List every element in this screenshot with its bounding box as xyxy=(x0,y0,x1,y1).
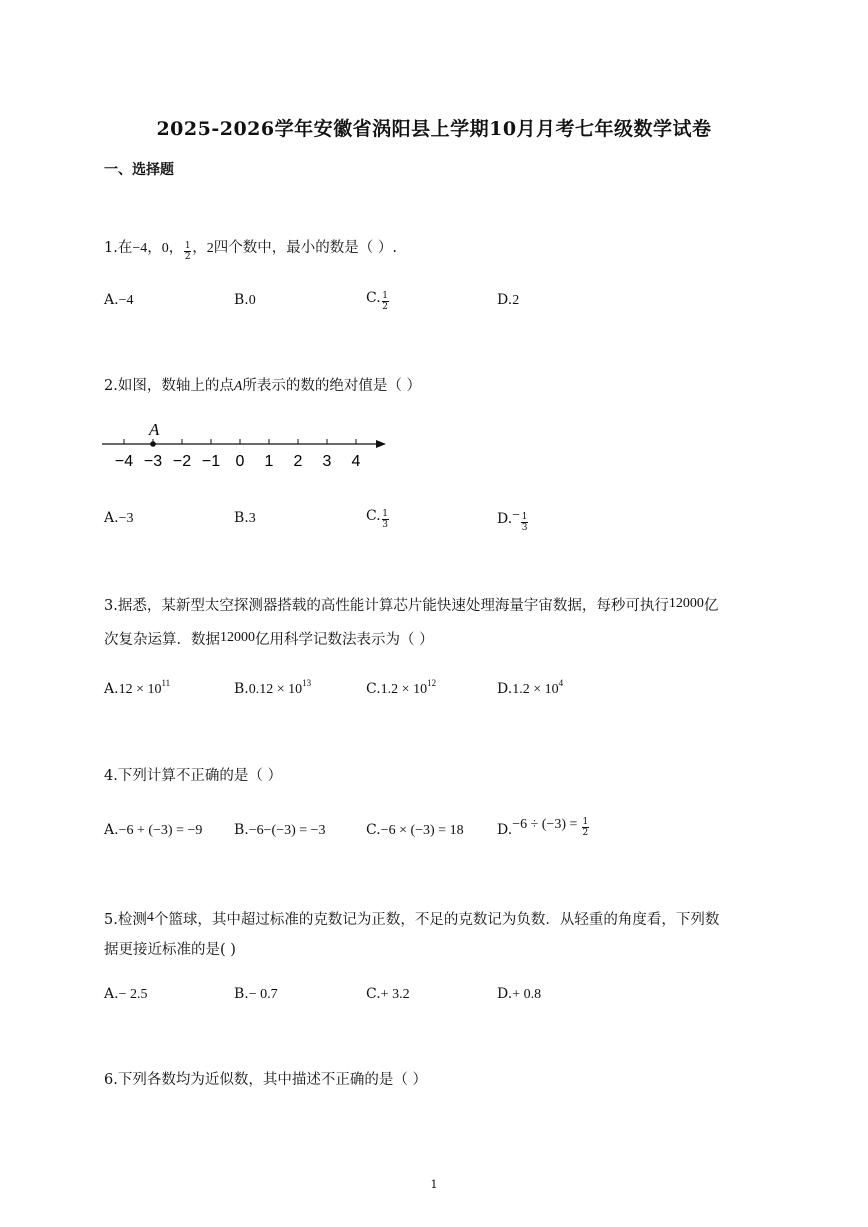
option-label: D. xyxy=(497,511,513,527)
axis-tick-label: −2 xyxy=(172,453,192,470)
question-5-line-1 xyxy=(104,906,719,932)
q1-number-4: 2 xyxy=(206,241,214,256)
fraction-numerator: 1 xyxy=(184,241,191,251)
q2-option-d[interactable] xyxy=(497,508,529,533)
option-label: A. xyxy=(104,986,119,1002)
point-a-label: A xyxy=(149,420,160,439)
option-exponent: 13 xyxy=(302,678,312,688)
option-exponent: 11 xyxy=(161,678,171,688)
option-sign: − xyxy=(512,508,521,523)
option-exponent: 4 xyxy=(558,678,564,688)
q5-option-b[interactable] xyxy=(234,986,278,1003)
q4-option-a[interactable] xyxy=(104,822,202,839)
option-label: D. xyxy=(497,822,513,838)
q3-text: 次复杂运算．数据 xyxy=(104,632,220,648)
q1-option-d[interactable] xyxy=(497,292,519,309)
axis-tick-label: 3 xyxy=(322,453,332,470)
fraction-numerator: 1 xyxy=(521,512,528,522)
axis-tick-label: 4 xyxy=(351,453,361,470)
q5-option-d[interactable] xyxy=(497,986,541,1003)
option-label: C. xyxy=(366,290,381,306)
option-label: A. xyxy=(104,292,119,308)
option-fraction xyxy=(582,817,589,838)
number-line xyxy=(100,418,400,476)
option-label: B. xyxy=(234,292,249,308)
option-value: −6 × (−3) = 18 xyxy=(380,823,464,838)
page-title: 2025-2026学年安徽省涡阳县上学期10月月考七年级数学试卷 xyxy=(156,118,712,140)
axis-tick-label: 0 xyxy=(235,453,245,470)
option-label: B. xyxy=(234,510,249,526)
axis-tick-label: −4 xyxy=(114,453,134,470)
question-2 xyxy=(104,374,421,399)
q4-option-c[interactable] xyxy=(366,822,464,839)
axis-tick-label: 1 xyxy=(264,453,274,470)
q1-option-c[interactable] xyxy=(366,290,390,312)
q3-option-a[interactable] xyxy=(104,678,170,698)
q1-separator: ， xyxy=(192,240,207,256)
option-label: D. xyxy=(497,681,513,697)
option-label: D. xyxy=(497,986,513,1002)
q5-text: 个篮球，其中超过标准的克数记为正数，不足的克数记为负数．从轻重的角度看，下列数 xyxy=(153,912,720,928)
option-value: + 0.8 xyxy=(512,987,542,1002)
option-exponent: 12 xyxy=(427,678,437,688)
option-label: A. xyxy=(104,510,119,526)
option-value: 3 xyxy=(248,511,256,526)
option-fraction xyxy=(382,509,389,530)
q5-option-a[interactable] xyxy=(104,986,147,1003)
option-value: 2 xyxy=(512,293,520,308)
option-label: C. xyxy=(366,508,381,524)
fraction-denominator: 2 xyxy=(184,252,191,262)
question-4: 4.下列计算不正确的是（ ） xyxy=(104,768,282,784)
fraction-denominator: 3 xyxy=(521,523,528,533)
option-value: 0.12 × 10 xyxy=(248,682,303,697)
option-fraction xyxy=(521,512,528,533)
q3-text: 亿用科学记数法表示为（ ） xyxy=(255,632,434,648)
q2-suffix: 所表示的数的绝对值是（ ） xyxy=(242,378,422,394)
q1-option-b[interactable] xyxy=(234,292,256,309)
option-value: − 0.7 xyxy=(248,987,278,1002)
q1-fraction xyxy=(184,241,191,262)
q3-text: 3.据悉，某新型太空探测器搭载的高性能计算芯片能快速处理海量宇宙数据，每秒可执行 xyxy=(104,598,669,614)
option-value: 1.2 × 10 xyxy=(512,682,559,697)
axis-arrow xyxy=(376,440,386,448)
q2-prefix: 2.如图，数轴上的点 xyxy=(104,378,234,394)
option-label: A. xyxy=(104,822,119,838)
question-3-line-1 xyxy=(104,592,718,618)
q2-point-label: A xyxy=(233,379,243,394)
q2-option-c[interactable] xyxy=(366,508,390,530)
option-label: C. xyxy=(366,681,381,697)
q1-separator: ， xyxy=(147,240,162,256)
q3-number: 12000 xyxy=(668,596,704,611)
q5-option-c[interactable] xyxy=(366,986,410,1003)
q1-number-1: −4 xyxy=(132,241,148,256)
question-5-line-2: 据更接近标准的是( ) xyxy=(104,942,236,958)
q3-number: 12000 xyxy=(220,630,255,645)
option-value: − 2.5 xyxy=(118,987,148,1002)
option-fraction xyxy=(382,291,389,312)
q3-option-c[interactable] xyxy=(366,678,436,698)
q4-option-b[interactable] xyxy=(234,822,326,839)
axis-tick-label: 2 xyxy=(293,453,303,470)
option-value: −6 ÷ (−3) = xyxy=(512,817,581,832)
fraction-denominator: 2 xyxy=(582,828,589,838)
q3-option-d[interactable] xyxy=(497,678,563,698)
q1-separator: ， xyxy=(168,240,184,256)
fraction-numerator: 1 xyxy=(382,509,389,519)
q5-number: 4 xyxy=(146,910,154,925)
q2-option-b[interactable] xyxy=(234,510,256,527)
option-value: 0 xyxy=(248,293,256,308)
question-6: 6.下列各数均为近似数，其中描述不正确的是（ ） xyxy=(104,1072,427,1088)
axis-tick-label: −3 xyxy=(143,453,163,470)
option-value: 12 × 10 xyxy=(118,682,162,697)
option-value: 1.2 × 10 xyxy=(380,682,428,697)
fraction-denominator: 3 xyxy=(382,520,389,530)
option-label: C. xyxy=(366,822,381,838)
q4-option-d[interactable] xyxy=(497,816,590,838)
axis-tick-label: −1 xyxy=(201,453,221,470)
fraction-numerator: 1 xyxy=(582,817,589,827)
q5-text: 5.检测 xyxy=(104,912,147,928)
q3-option-b[interactable] xyxy=(234,678,311,698)
option-label: B. xyxy=(234,822,249,838)
option-label: A. xyxy=(104,681,119,697)
q1-option-a[interactable] xyxy=(104,292,133,309)
fraction-numerator: 1 xyxy=(382,291,389,301)
q3-text: 亿 xyxy=(703,598,719,614)
option-label: B. xyxy=(234,986,249,1002)
q1-prefix: 1.在 xyxy=(104,240,133,256)
option-label: D. xyxy=(497,292,513,308)
option-value: −3 xyxy=(118,511,134,526)
fraction-denominator: 2 xyxy=(382,302,389,312)
question-3-line-2 xyxy=(104,626,434,652)
q2-option-a[interactable] xyxy=(104,510,133,527)
page-number: 1 xyxy=(430,1178,438,1191)
option-value: + 3.2 xyxy=(380,987,410,1002)
option-value: −6 + (−3) = −9 xyxy=(118,823,203,838)
point-a-dot xyxy=(150,441,156,447)
option-value: −6−(−3) = −3 xyxy=(248,823,326,838)
q1-number-2: 0 xyxy=(161,241,169,256)
option-label: C. xyxy=(366,986,381,1002)
q1-suffix: 四个数中，最小的数是（ ）. xyxy=(213,240,397,256)
question-1 xyxy=(104,236,397,262)
option-value: −4 xyxy=(118,293,134,308)
option-label: B. xyxy=(234,681,249,697)
section-heading: 一、选择题 xyxy=(104,162,174,178)
